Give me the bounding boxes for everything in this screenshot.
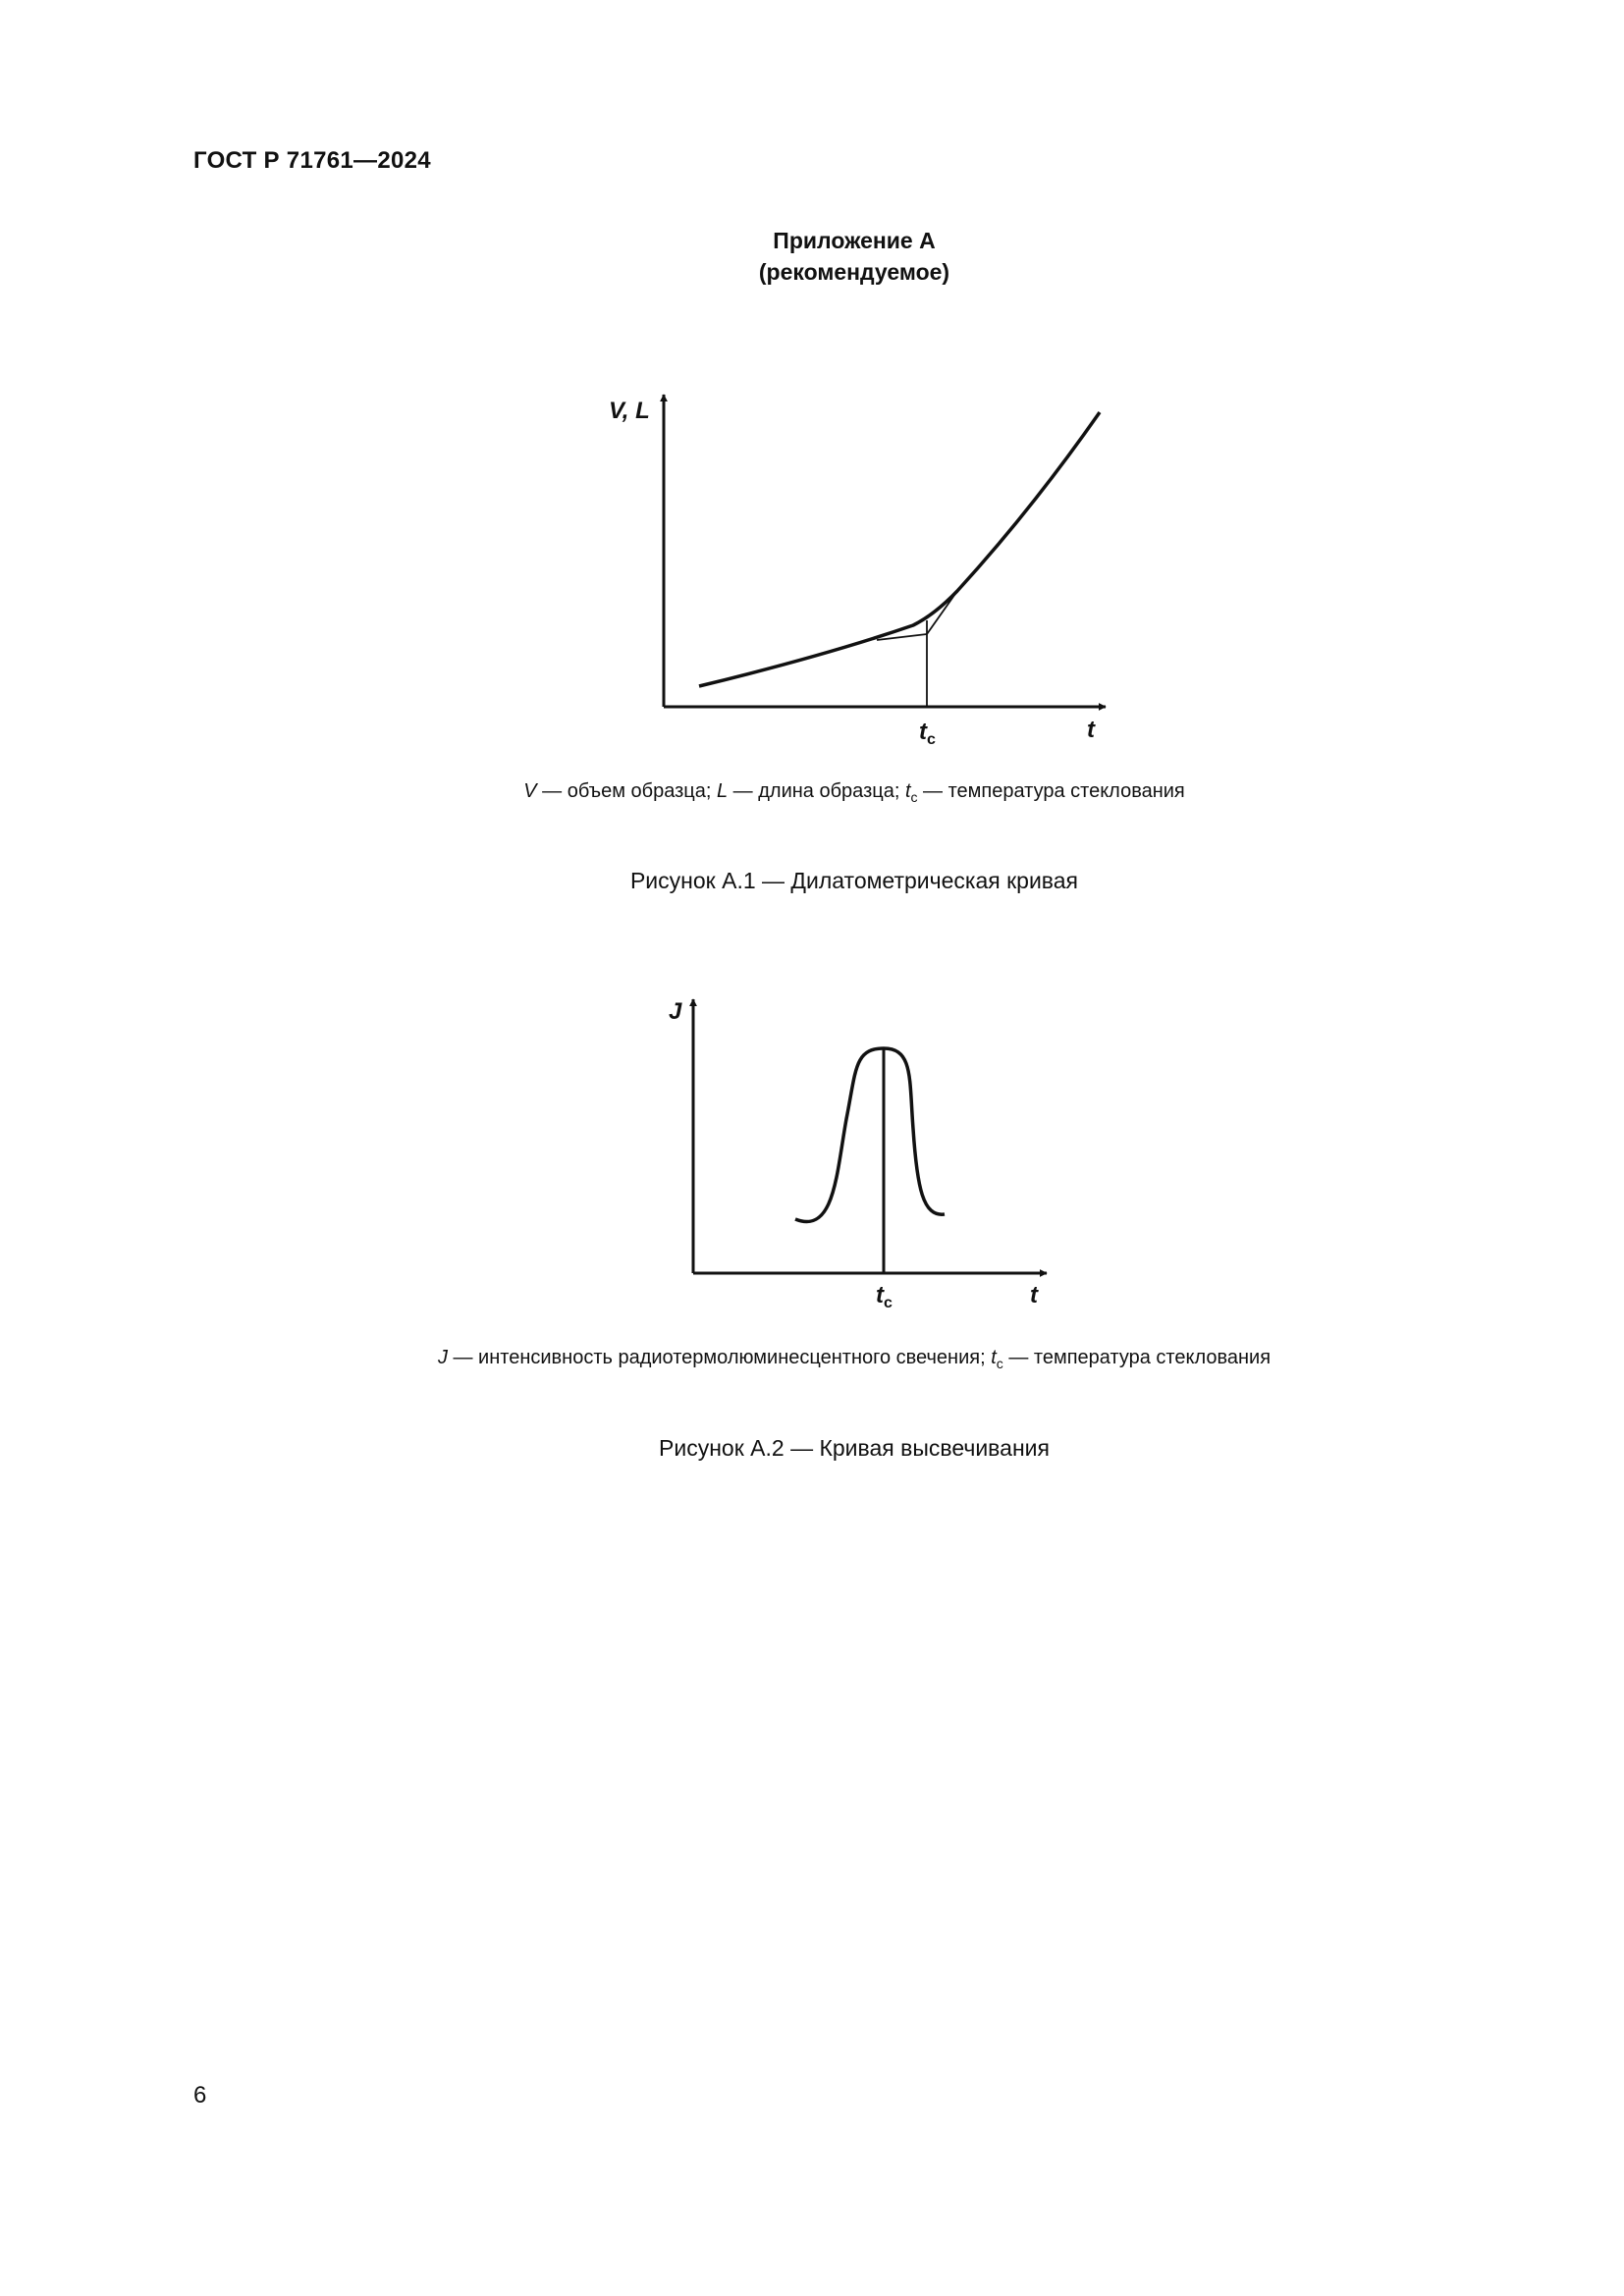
fig2-tc-label: $t_с$ bbox=[876, 1282, 893, 1311]
figure-a2-legend: J — интенсивность радиотермолюминесцентного свечения; $t_с$ — температура стеклования bbox=[437, 1347, 1272, 1371]
fig1-tc-label: $t_с$ bbox=[919, 719, 936, 748]
figure-a1-caption: Рисунок А.1 — Дилатометрическая кривая bbox=[629, 868, 1079, 893]
annex-subtitle: (рекомендуемое) bbox=[758, 259, 950, 285]
page-number: 6 bbox=[193, 2082, 207, 2109]
fig2-y-axis-label: J bbox=[669, 998, 682, 1025]
document-header: ГОСТ Р 71761—2024 bbox=[193, 147, 431, 174]
fig2-x-axis-label: t bbox=[1030, 1282, 1038, 1308]
fig2-peak-curve bbox=[795, 1048, 945, 1222]
annex-title: Приложение А bbox=[773, 228, 936, 253]
fig1-x-axis-label: t bbox=[1087, 717, 1095, 743]
figure-a2-caption: Рисунок А.2 — Кривая высвечивания bbox=[659, 1435, 1050, 1461]
fig1-y-axis-label: V, L bbox=[609, 398, 650, 424]
figure-a1-legend: V — объем образца; L — длина образца; $t_с$ — температура стеклования bbox=[523, 780, 1185, 805]
